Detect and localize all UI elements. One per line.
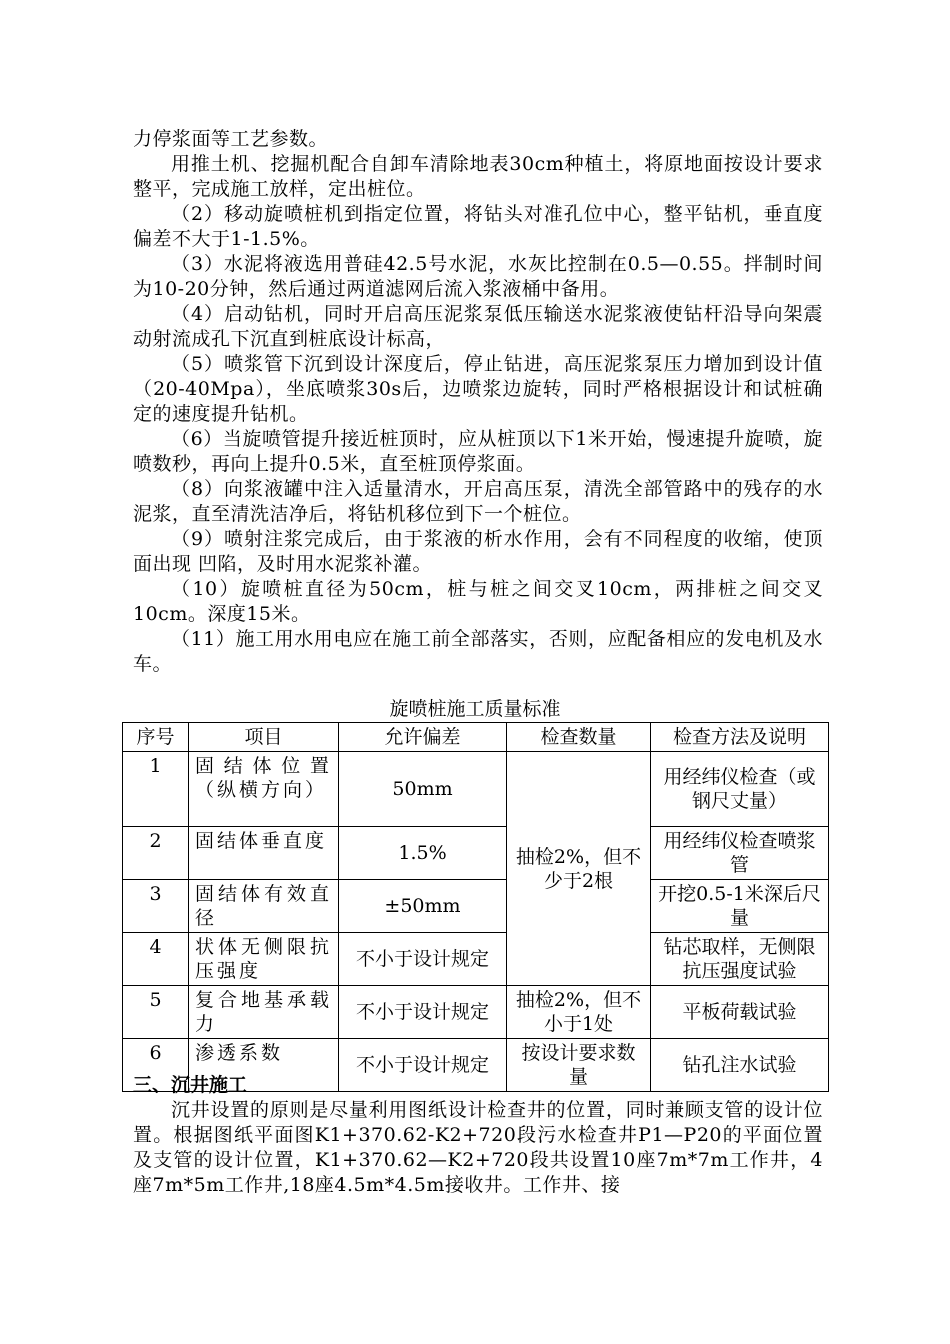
row-number: 4 (123, 933, 189, 986)
row-number: 1 (123, 752, 189, 827)
header-cell: 序号 (123, 723, 189, 752)
table-caption: 旋喷桩施工质量标准 (389, 698, 561, 720)
quantity-cell: 抽检2%，但不少于2根 (507, 752, 651, 986)
item-cell: 固结体有效直径 (189, 880, 339, 933)
quantity-cell: 抽检2%，但不小于1处 (507, 986, 651, 1039)
item-cell: 渗透系数 (189, 1039, 339, 1092)
paragraph: （9）喷射注浆完成后，由于浆液的析水作用，会有不同程度的收缩，使顶面出现 凹陷，及时用水泥浆补灌。 (133, 528, 823, 575)
paragraph: （8）向浆液罐中注入适量清水，开启高压泵，清洗全部管路中的残存的水泥浆，直至清洗洁净后，将钻机移位到下一个桩位。 (133, 478, 823, 525)
method-cell: 开挖0.5-1米深后尺量 (651, 880, 829, 933)
table-header-row (123, 723, 829, 752)
item-cell: 固结体位置（纵横方向） (189, 752, 339, 827)
tolerance-cell: 不小于设计规定 (339, 1039, 507, 1092)
row-number: 2 (123, 827, 189, 880)
method-cell: 钻芯取样，无侧限抗压强度试验 (651, 933, 829, 986)
paragraph: （3）水泥将液选用普硅42.5号水泥，水灰比控制在0.5—0.55。拌制时间为10-20分钟，然后通过两道滤网后流入浆液桶中备用。 (133, 253, 823, 300)
table-row (123, 986, 829, 1039)
header-cell: 允许偏差 (339, 723, 507, 752)
row-number: 6 (123, 1039, 189, 1092)
tolerance-cell: 1.5% (339, 827, 507, 880)
tolerance-cell: 不小于设计规定 (339, 933, 507, 986)
paragraph: （10）旋喷桩直径为50cm，桩与桩之间交叉10cm，两排桩之间交叉10cm。深度15米。 (133, 578, 823, 625)
tolerance-cell: 50mm (339, 752, 507, 827)
table-row (123, 827, 829, 880)
table-row (123, 933, 829, 986)
quantity-cell: 按设计要求数量 (507, 1039, 651, 1092)
paragraph: 沉井设置的原则是尽量利用图纸设计检查井的位置，同时兼顾支管的设计位置。根据图纸平面图K1+370.62-K2+720段污水检查井P1—P20的平面位置及支管的设计位置，K1+370.62—K2+720段共设置10座7m*7m工作井，4座7m*5m工作井,18座4.5m*4.5m接收井。工作井、接 (133, 1099, 823, 1196)
item-cell: 固结体垂直度 (189, 827, 339, 880)
method-cell: 平板荷载试验 (651, 986, 829, 1039)
tolerance-cell: ±50mm (339, 880, 507, 933)
paragraph: （4）启动钻机，同时开启高压泥浆泵低压输送水泥浆液使钻杆沿导向架震动射流成孔下沉直到桩底设计标高， (133, 303, 823, 350)
row-number: 5 (123, 986, 189, 1039)
body-text (133, 127, 823, 677)
row-number: 3 (123, 880, 189, 933)
paragraph: 用推土机、挖掘机配合自卸车清除地表30cm种植土，将原地面按设计要求整平，完成施工放样，定出桩位。 (133, 153, 823, 200)
method-cell: 用经纬仪检查（或钢尺丈量） (651, 752, 829, 827)
section-heading: 三、沉井施工 (133, 1074, 248, 1096)
paragraph: （6）当旋喷管提升接近桩顶时，应从桩顶以下1米开始，慢速提升旋喷，旋喷数秒，再向上提升0.5米，直至桩顶停浆面。 (133, 428, 823, 475)
method-cell: 钻孔注水试验 (651, 1039, 829, 1092)
method-cell: 用经纬仪检查喷浆管 (651, 827, 829, 880)
header-cell: 项目 (189, 723, 339, 752)
header-cell: 检查方法及说明 (651, 723, 829, 752)
paragraph: （5）喷浆管下沉到设计深度后，停止钻进，高压泥浆泵压力增加到设计值（20-40Mpa），坐底喷浆30s后，边喷浆边旋转，同时严格根据设计和试桩确定的速度提升钻机。 (133, 353, 823, 425)
tolerance-cell: 不小于设计规定 (339, 986, 507, 1039)
paragraph: （2）移动旋喷桩机到指定位置，将钻头对准孔位中心，整平钻机，垂直度偏差不大于1-1.5%。 (133, 203, 823, 250)
item-cell: 复合地基承载力 (189, 986, 339, 1039)
table-row (123, 752, 829, 827)
quality-standard-table (122, 722, 829, 1092)
paragraph: 力停浆面等工艺参数。 (133, 128, 329, 150)
table-row (123, 880, 829, 933)
section-body (133, 1098, 823, 1198)
paragraph: （11）施工用水用电应在施工前全部落实，否则，应配备相应的发电机及水车。 (133, 628, 823, 675)
header-cell: 检查数量 (507, 723, 651, 752)
item-cell: 状体无侧限抗压强度 (189, 933, 339, 986)
